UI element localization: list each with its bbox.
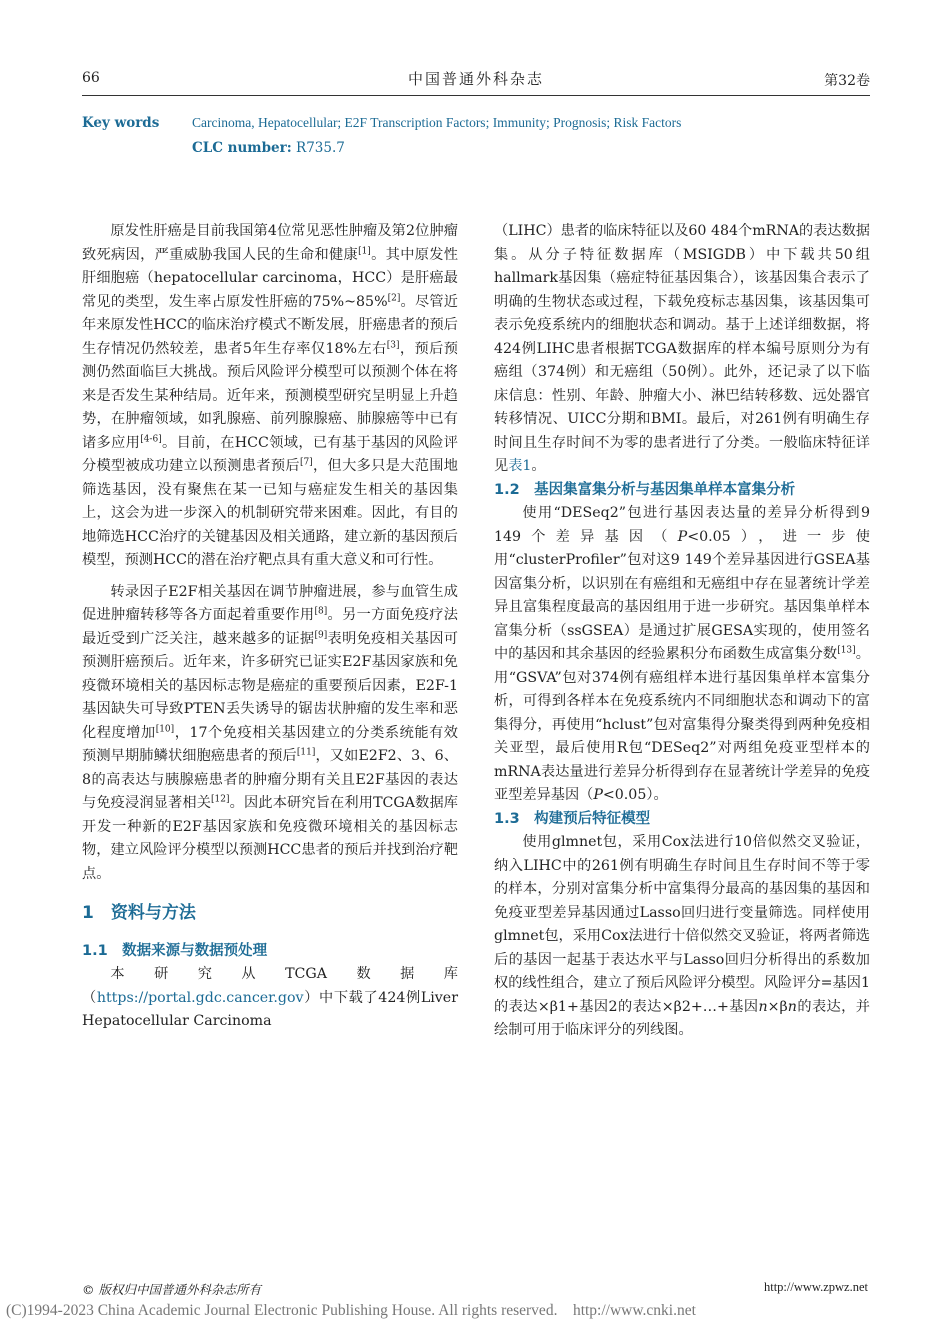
- citation: [1]: [358, 245, 371, 256]
- left-column: [82, 220, 458, 1034]
- data-source-paragraph: [82, 963, 458, 1034]
- tcga-link[interactable]: https://portal.gdc.cancer.gov: [96, 989, 304, 1006]
- text-run: ×β: [767, 998, 788, 1015]
- text-run: 转录因子E2F相关基因在调节肿瘤进展，参与血管生成促进肿瘤转移等各方面起着重要作用: [82, 583, 458, 623]
- text-run: 。目前，在HCC领域，已有基于基因的风险评分模型被成功建立以预测患者预后: [82, 434, 458, 474]
- page-header: [82, 66, 870, 90]
- section-heading-1-1: 1.1 数据来源与数据预处理: [82, 942, 268, 959]
- text-run: 原发性肝癌是目前我国第4位常见恶性肿瘤及第2位肿瘤致死病因，严重威胁我国人民的生命和健康: [82, 223, 458, 263]
- section-heading-1-3: 1.3 构建预后特征模型: [494, 810, 651, 827]
- citation: [13]: [837, 645, 856, 656]
- clc-label: CLC number:: [192, 140, 292, 156]
- intro-paragraph-1: [82, 220, 458, 573]
- italic-n: n: [787, 998, 797, 1015]
- footer-url[interactable]: http://www.zpwz.net: [763, 1280, 868, 1294]
- intro-paragraph-2: [82, 581, 458, 887]
- text-run: 。: [531, 458, 546, 474]
- journal-title: 中国普通外科杂志: [407, 70, 544, 88]
- text-run: 的表达，并绘制可用于临床评分的列线图。: [494, 998, 870, 1038]
- text-run: 使用glmnet包，采用Cox法进行10倍似然交叉验证，纳入LIHC中的261例有明确生存时间且生存时间不等于零的样本，分别对富集分析中富集得分最高的基因集的基因和免疫亚型差异基因通过Lasso回归进行变量筛选。同样使用glmnet包，采用Cox法进行十倍似然交叉验证，将两者筛选后的基因一起基于表达水平与Lasso回归分析得出的系数加权的线性组合，建立了预后风险评分模型。风险评分=基因1的表达×β1+基因2的表达×β2+…+基因: [494, 834, 870, 1015]
- p-value-symbol: P: [677, 528, 688, 545]
- cnki-copyright-watermark: (C)1994-2023 China Academic Journal Electronic Publishing House. All rights reserved. http://www.cnki.net: [6, 1302, 696, 1319]
- text-run: 。因此本研究旨在利用TCGA数据库开发一种新的E2F基因家族和免疫微环境相关的基因标志物，建立风险评分模型以预测HCC患者的预后并找到治疗靶点。: [82, 795, 458, 882]
- citation: [2]: [387, 292, 401, 303]
- citation: [7]: [299, 457, 313, 468]
- text-run: 使用“DESeq2”包进行基因表达量的差异分析得到9 149个差异基因（: [494, 505, 870, 545]
- clc-number: [192, 140, 345, 156]
- italic-n: n: [758, 998, 768, 1015]
- citation: [8]: [314, 606, 328, 617]
- page-number: 66: [82, 70, 100, 86]
- right-column: [494, 220, 870, 1043]
- citation: [4-6]: [140, 433, 162, 444]
- text-run: 。尽管近年来原发性HCC的临床治疗模式不断发展，肝癌患者的预后生存情况仍然较差，患者5年生存率仅18%左右: [82, 293, 458, 357]
- text-run: ，17个免疫相关基因建立的分类系统能有效预测早期肺鳞状细胞癌患者的预后: [82, 724, 458, 764]
- text-run: （LIHC）患者的临床特征以及60 484个mRNA的表达数据集。从分子特征数据库（MSIGDB）中下载共50组hallmark基因集（癌症特征基因集合），该基因集合表示了明确的生物状态或过程，下载免疫标志基因集，该基因集可表示免疫系统内的细胞状态和调动。基于上述详细数据，将424例LIHC患者根据TCGA数据库的样本编号原则分为有癌组（374例）和无癌组（50例）。此外，还记录了以下临床信息：性别、年龄、肿瘤大小、淋巴结转移数、远处器官转移情况、UICC分期和BMI。最后，对261例有明确生存时间且生存时间不为零的患者进行了分类。一般临床特征详见: [494, 223, 870, 474]
- citation: [10]: [155, 723, 175, 734]
- text-run: 本研究从TCGA数据库（: [82, 966, 458, 1006]
- text-run: 。其中原发性肝细胞癌（hepatocellular carcinoma，HCC）是肝癌最常见的类型，发生率占原发性肝癌的75%~85%: [82, 246, 458, 310]
- text-run: <0.05）。: [602, 787, 668, 803]
- text-run: ，又如E2F2、3、6、8的高表达与胰腺癌患者的肿瘤分期有关且E2F基因的表达与免疫浸润显著相关: [82, 748, 458, 811]
- citation: [11]: [296, 747, 316, 758]
- text-run: ，但大多只是大范围地筛选基因，没有聚焦在某一已知与癌症发生相关的基因集上，这会为进一步深入的机制研究带来困难。因此，有目的地筛选HCC治疗的关键基因及相关通路，建立新的基因预后模型，预测HCC的潜在治疗靶点具有重大意义和可行性。: [82, 458, 458, 568]
- section-heading-1: 1 资料与方法: [82, 903, 196, 923]
- volume-label: 第32卷: [824, 73, 870, 89]
- model-paragraph: [494, 831, 870, 1043]
- text-run: ，预后预测仍然面临巨大挑战。预后风险评分模型可以预测个体在将来是否发生某种结局。近年来，预测模型研究呈明显上升趋势，在肿瘤领域，如乳腺癌、前列腺腺癌、肺腺癌等中已有诸多应用: [82, 340, 458, 451]
- keywords-text: Carcinoma, Hepatocellular; E2F Transcription Factors; Immunity; Prognosis; Risk Factors: [192, 115, 682, 130]
- p-value-symbol: P: [593, 787, 603, 803]
- table-1-link[interactable]: 表1: [508, 458, 532, 474]
- footer-copyright-cn: © 版权归中国普通外科杂志所有: [82, 1282, 261, 1297]
- header-rule: [82, 95, 870, 96]
- citation: [12]: [211, 794, 230, 805]
- text-run: 。另一方面免疫疗法最近受到广泛关注，越来越多的证据: [82, 607, 458, 647]
- keywords-label: Key words: [82, 115, 160, 131]
- citation: [9]: [314, 629, 328, 640]
- clc-value: R735.7: [296, 140, 345, 156]
- text-run: 。用“GSVA”包对374例有癌组样本进行基因集单样本富集分析，可得到各样本在免疫系统内不同细胞状态和调动下的富集得分，再使用“hclust”包对富集得分聚类得到两种免疫相关亚型，最后使用R包“DESeq2”对两组免疫亚型样本的mRNA表达量进行差异分析得到存在显著统计学差异的免疫亚型差异基因（: [494, 646, 870, 803]
- citation: [3]: [386, 339, 400, 350]
- text-run: ）中下载了424例Liver Hepatocellular Carcinoma: [82, 989, 458, 1029]
- gsea-paragraph: [494, 502, 870, 808]
- text-run: <0.05），进一步使用“clusterProfiler”包对这9 149个差异基因进行GSEA基因富集分析，以识别在有癌组和无癌组中存在显著统计学差异且富集程度最高的基因组用于进一步研究。基因集单样本富集分析（ssGSEA）是通过扩展GESA实现的，使用签名中的基因和其余基因的经验累积分布函数生成富集分数: [494, 528, 870, 662]
- data-source-paragraph-cont: [494, 220, 870, 479]
- text-run: 表明免疫相关基因可预测肝癌预后。近年来，许多研究已证实E2F基因家族和免疫微环境相关的基因标志物是癌症的重要预后因素，E2F-1基因缺失可导致PTEN丢失诱导的锯齿状肿瘤的发生率和恶化程度增加: [82, 630, 458, 741]
- section-heading-1-2: 1.2 基因集富集分析与基因集单样本富集分析: [494, 481, 796, 498]
